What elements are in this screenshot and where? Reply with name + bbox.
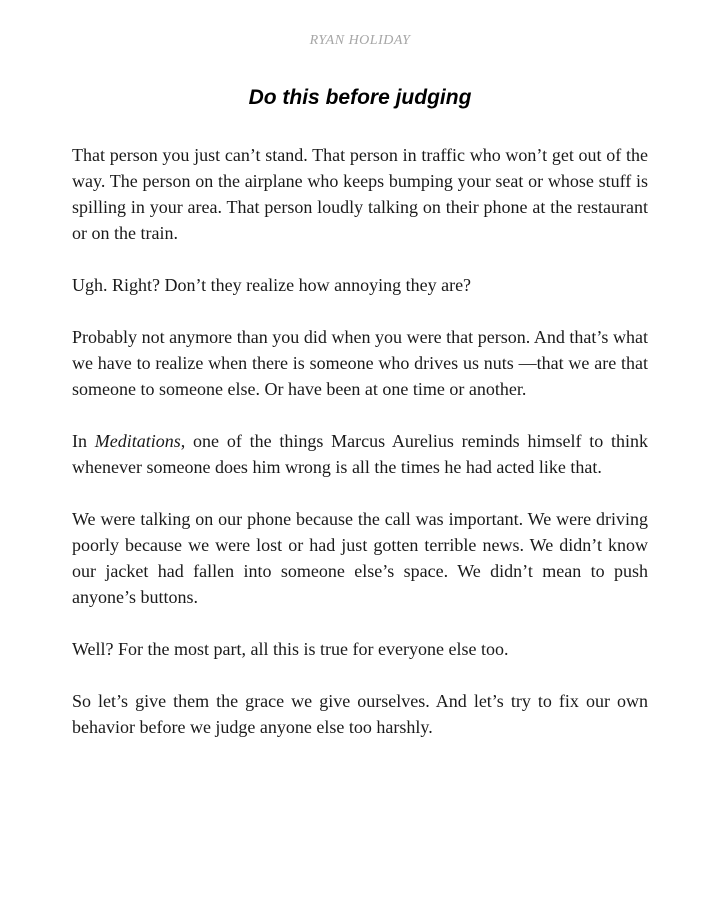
paragraph-4 (72, 428, 648, 480)
paragraph-5: We were talking on our phone because the call was important. We were driving poorly because we were lost or had just gotten terrible news. We didn’t know our jacket had fallen into someone else’s space. We didn’t mean to push anyone’s buttons. (72, 509, 648, 607)
paragraph-4-rest: , one of the things Marcus Aurelius reminds himself to think whenever someone does him wrong is all the times he had acted like that. (72, 431, 648, 477)
running-head-author: RYAN HOLIDAY (309, 33, 411, 48)
paragraph-6: Well? For the most part, all this is true for everyone else too. (72, 639, 509, 659)
paragraph-4-lead: In (72, 431, 95, 451)
paragraph-1: That person you just can’t stand. That person in traffic who won’t get out of the way. The person on the airplane who keeps bumping your seat or whose stuff is spilling in your area. That person loudly talking on their phone at the restaurant or on the train. (72, 145, 648, 243)
paragraph-7: So let’s give them the grace we give ourselves. And let’s try to fix our own behavior before we judge anyone else too harshly. (72, 691, 648, 737)
paragraph-2: Ugh. Right? Don’t they realize how annoying they are? (72, 275, 472, 295)
book-title-meditations: Meditations (94, 431, 181, 451)
article-body (72, 142, 648, 766)
article-title: Do this before judging (248, 86, 472, 109)
paragraph-3: Probably not anymore than you did when you were that person. And that’s what we have to realize when there is someone who drives us nuts —that we are that someone to someone else. Or have been at one time or another. (72, 327, 648, 399)
